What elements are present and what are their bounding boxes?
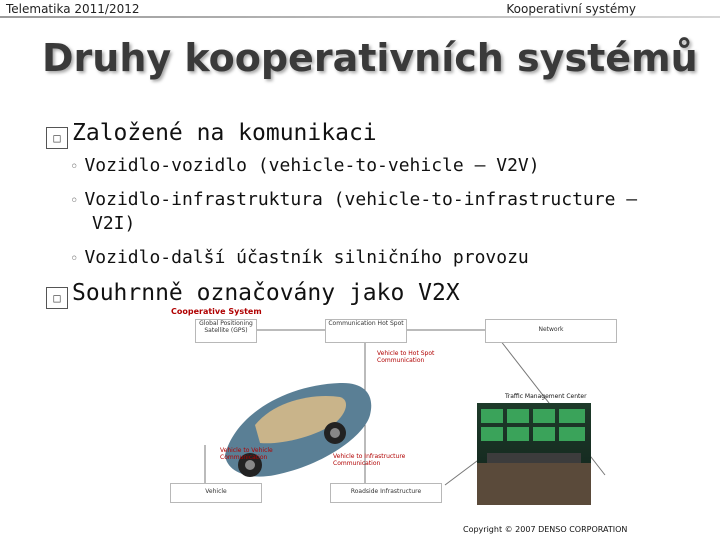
label-veh-hotspot: Vehicle to Hot Spot Communication (377, 350, 435, 364)
bullet-v2x: □ Souhrnně označovány jako V2X (46, 280, 460, 309)
sub-bullet-v2i: ◦ Vozidlo-infrastruktura (vehicle-to-infrastructure – (70, 189, 638, 210)
copyright-notice: Copyright © 2007 DENSO CORPORATION (463, 525, 628, 534)
bullet-communication-based: □ Založené na komunikaci (46, 120, 377, 149)
circle-bullet-icon: ◦ (70, 159, 79, 175)
box-vehicle: Vehicle (170, 483, 262, 503)
square-bullet-icon: □ (46, 127, 68, 149)
control-room-icon (477, 403, 591, 505)
sub-bullet-other-participant: ◦ Vozidlo-další účastník silničního provozu (70, 247, 529, 268)
box-comm-hotspot: Communication Hot Spot (325, 319, 407, 343)
sub-bullet-v2i-cont: V2I) (92, 213, 136, 234)
box-gps: Global Positioning Satellite (GPS) (195, 319, 257, 343)
label-v2v: Vehicle to Vehicle Communication (220, 447, 273, 461)
traffic-management-center-photo (477, 403, 591, 505)
header-divider (0, 16, 720, 18)
slide-title: Druhy kooperativních systémů (42, 36, 698, 80)
label-v2i: Vehicle to Infrastructure Communication (333, 453, 406, 467)
label-tmc: Traffic Management Center (505, 393, 587, 400)
sub-bullet-v2v: ◦ Vozidlo-vozidlo (vehicle-to-vehicle – V2V) (70, 155, 540, 176)
box-roadside: Roadside Infrastructure (330, 483, 442, 503)
circle-bullet-icon: ◦ (70, 251, 79, 267)
circle-bullet-icon: ◦ (70, 193, 79, 209)
square-bullet-icon: □ (46, 287, 68, 309)
header-right: Kooperativní systémy (506, 2, 636, 16)
diagram-title: Cooperative System (171, 307, 262, 316)
box-network: Network (485, 319, 617, 343)
header-left: Telematika 2011/2012 (6, 2, 140, 16)
